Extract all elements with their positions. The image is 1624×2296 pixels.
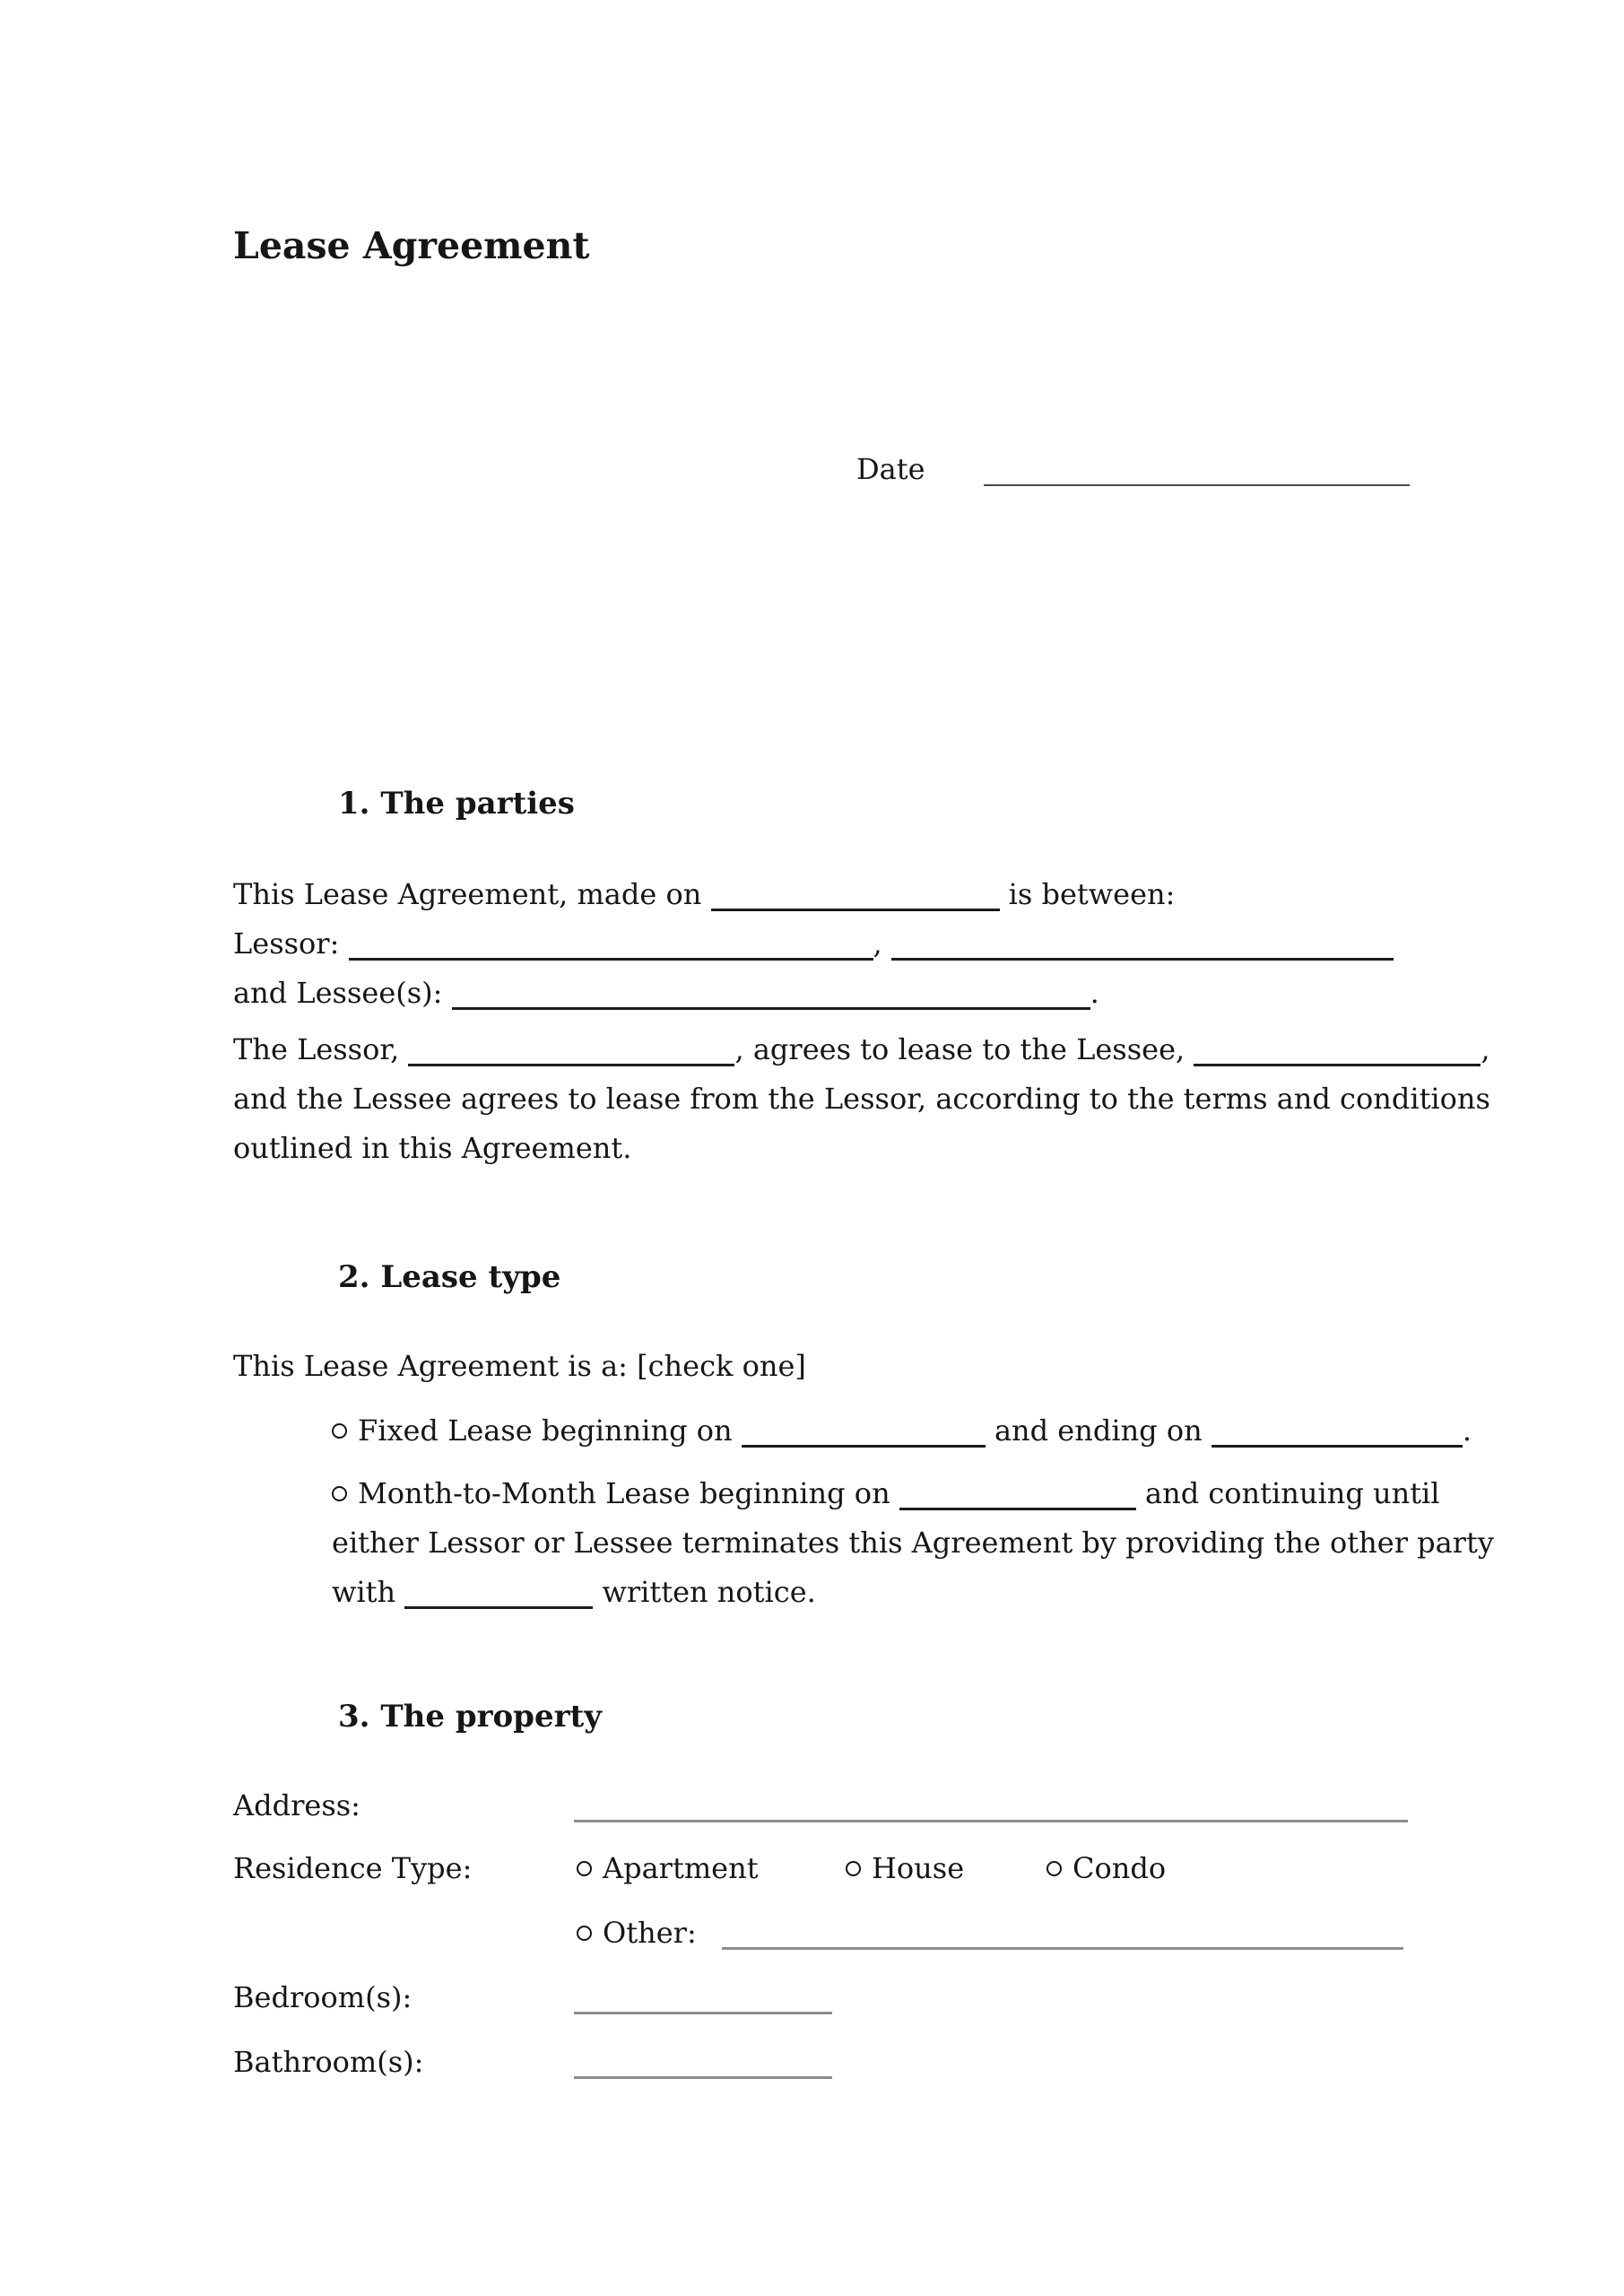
m2m-with-text: with: [332, 1575, 396, 1609]
bathrooms-label: Bathroom(s):: [233, 2045, 424, 2079]
section-heading-lease-type: 2. Lease type: [338, 1259, 561, 1295]
period-text: .: [1090, 976, 1099, 1010]
address-blank-line[interactable]: [574, 1809, 1408, 1822]
comma-text-2: ,: [1481, 1032, 1490, 1066]
m2m-text-2: and continuing until: [1145, 1476, 1440, 1510]
residence-option-house: [846, 1844, 964, 1893]
apartment-label: Apartment: [603, 1851, 759, 1885]
lessee-label: and Lessee(s):: [233, 976, 443, 1010]
apartment-radio[interactable]: [577, 1861, 592, 1876]
lessor-name-blank[interactable]: [349, 947, 873, 961]
lessee-name-blank[interactable]: [452, 996, 1090, 1010]
condo-label: Condo: [1073, 1851, 1167, 1885]
residence-type-label: Residence Type:: [233, 1851, 473, 1885]
m2m-text-3: either Lessor or Lessee terminates this Agreement by providing the other party: [332, 1526, 1494, 1560]
fixed-ending-text: and ending on: [994, 1413, 1203, 1448]
notice-period-blank[interactable]: [404, 1596, 593, 1609]
other-row: [577, 1909, 1403, 1958]
address-label: Address:: [233, 1788, 360, 1822]
comma-text: ,: [873, 926, 882, 961]
page-title: Lease Agreement: [233, 224, 590, 267]
other-label: Other:: [603, 1916, 697, 1950]
section-heading-property: 3. The property: [338, 1699, 602, 1735]
agrees-line-3: outlined in this Agreement.: [233, 1131, 632, 1165]
fixed-lease-option: [332, 1406, 1472, 1456]
fixed-begin-date-blank[interactable]: [742, 1434, 986, 1448]
condo-radio[interactable]: [1046, 1861, 1062, 1876]
fixed-lease-radio[interactable]: [332, 1423, 347, 1439]
residence-option-condo: [1046, 1844, 1166, 1893]
address-row: [233, 1781, 1408, 1831]
agrees-line-2: and the Lessee agrees to lease from the Lessor, according to the terms and conditions: [233, 1082, 1490, 1116]
fixed-end-date-blank[interactable]: [1211, 1434, 1463, 1448]
month-to-month-radio[interactable]: [332, 1486, 347, 1501]
house-radio[interactable]: [846, 1861, 861, 1876]
month-to-month-option: [332, 1469, 1494, 1617]
lease-type-intro: [233, 1342, 806, 1391]
bathrooms-blank-line[interactable]: [574, 2066, 832, 2079]
parties-paragraph-1: [233, 870, 1394, 1018]
is-between-text: is between:: [1008, 877, 1176, 911]
bedrooms-label: Bedroom(s):: [233, 1980, 413, 2014]
agrees-text: , agrees to lease to the Lessee,: [734, 1032, 1185, 1066]
date-label: Date: [856, 452, 925, 486]
lessor-address-blank[interactable]: [891, 947, 1394, 961]
parties-paragraph-2: [233, 1025, 1490, 1173]
fixed-period-text: .: [1462, 1413, 1472, 1448]
bedrooms-row: [233, 1973, 1408, 2022]
made-on-date-blank[interactable]: [711, 898, 1000, 911]
other-radio[interactable]: [577, 1926, 592, 1941]
date-row: [856, 445, 1410, 494]
residence-option-apartment: [577, 1844, 759, 1893]
m2m-text-1: Month-to-Month Lease beginning on: [358, 1476, 890, 1510]
house-label: House: [872, 1851, 965, 1885]
section-heading-parties: 1. The parties: [338, 786, 575, 822]
fixed-lease-text: Fixed Lease beginning on: [358, 1413, 733, 1448]
lessor-repeat-blank[interactable]: [408, 1053, 734, 1066]
other-blank-line[interactable]: [722, 1936, 1403, 1950]
m2m-begin-date-blank[interactable]: [899, 1497, 1136, 1510]
lessor-label: Lessor:: [233, 926, 340, 961]
bathrooms-row: [233, 2038, 1408, 2087]
m2m-notice-text: written notice.: [602, 1575, 816, 1609]
bedrooms-blank-line[interactable]: [574, 2001, 832, 2014]
check-one-text: This Lease Agreement is a: [check one]: [233, 1349, 806, 1383]
the-lessor-text: The Lessor,: [233, 1032, 400, 1066]
made-on-text: This Lease Agreement, made on: [233, 877, 702, 911]
lessee-repeat-blank[interactable]: [1194, 1053, 1481, 1066]
date-blank-line[interactable]: [984, 474, 1410, 486]
residence-type-row: [233, 1844, 1408, 1893]
